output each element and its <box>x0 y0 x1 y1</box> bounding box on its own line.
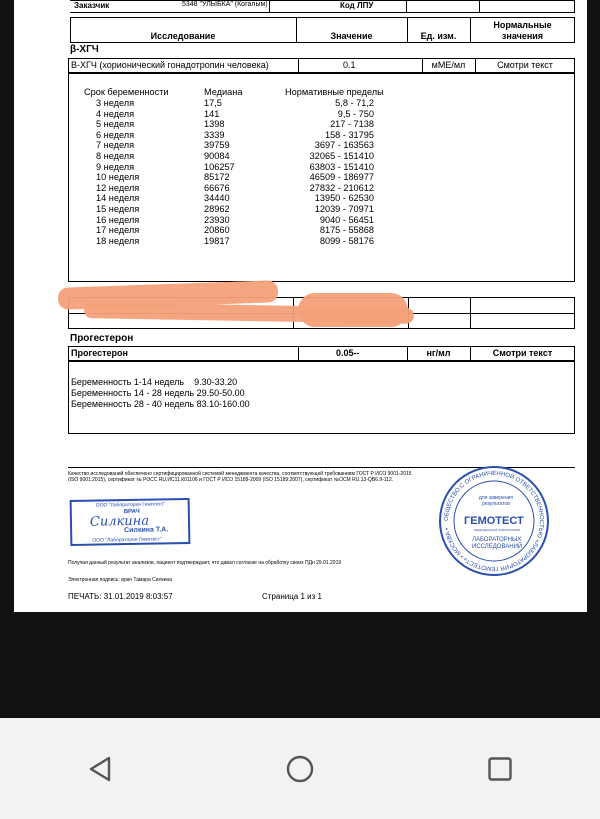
customer-value: 5348 "УЛЫБКА" (Когалым) <box>182 1 268 8</box>
progesterone-name: Прогестерон <box>71 348 128 358</box>
hcg-ref-range: 63803 - 151410 <box>309 161 374 172</box>
quality-statement: Качество исследований обеспечено сертифицированной системой менеджмента качества, соответствующей требованиям ГОСТ Р ИСО 9001-2015 (ISO 9001:2015), сертификат № РОСС RU.ИС11.К01106 и ГОСТ Р ИСО 15189-2009 (ISO 15189:2007), сертификат №ОСМ RU.13-QB6.9-112. <box>68 471 412 483</box>
col-normal-line1: Нормальные <box>493 20 552 30</box>
hcg-name: В-ХГЧ (хорионический гонадотропин человека) <box>71 60 269 70</box>
hcg-ref-week: 10 неделя <box>96 172 140 183</box>
hcg-ref-median: 23930 <box>204 214 230 225</box>
consent-statement: Получая данный результат анализов, пациент подтверждает, что давал согласие на обработку своих ПДн 29.01.2019 <box>68 560 342 566</box>
hcg-ref-week: 9 неделя <box>96 161 135 172</box>
lab-report-page: Заказчик 5348 "УЛЫБКА" (Когалым) Код ЛПУ Исследование Значение Ед. изм. Нормальные значения β-ХГЧ В-ХГЧ (хорионический гонадотропин человека) 0.1 мМЕ/мл Смотри текст Срок беременности Медиана Нормативные пределы 3 неделя 17,5 5,8 - 71,2 4 неделя 141 9,5 - 750 5 неделя 1398 217 - 7138 6 неделя 3339 158 - 31795 7 неделя 39759 3697 - 163563 8 неделя 90084 32065 - 151410 9 неделя 106257 63803 - 151410 10 неделя 85172 46509 - 186977 12 неделя 66676 27832 - 210612 14 неделя 34440 13950 - 62530 15 неделя 28962 12039 - 70971 16 неделя 23930 9040 - 56451 17 неделя 20860 8175 - 55868 18 неделя 19817 8099 - 58176 Прогестерон Прогестерон 0.05-- нг/мл Смотри текст Беременность 1-14 недель 9.30-33.20 Беременность 14 - 28 недель 29.50-50.00 Беременность 28 - 40 недель 83.10-160.00 Качество исследований обеспечено сертифицированной системой менеджмента качества, соответствующей требованиям ГОСТ Р ИСО 9001-2015 (ISO 9001:2015), сертификат № РОСС RU.ИС11.К01106 и ГОСТ Р ИСО 15189-2009 (ISO 15189:2007), сертификат №ОСМ RU.13-QB6.9-112. ООО "Лаборатория Гемотест" ВРАЧ Силкина Силкина Т.А. ООО "Лаборатория Гемотест" ОБЩЕСТВО С ОГРАНИЧЕННОЙ ОТВЕТСТВЕННОСТЬЮ «ЛАБОРАТОРИЯ ГЕМОТЕСТ» • МОСКВА • для заверения результатов ГЕМОТЕСТ МЕДИЦИНСКАЯ ЛАБОРАТОРИЯ ЛАБОРАТОРНЫХ ИССЛЕДОВАНИЙ Получая данный результат анализов, пациент подтверждает, что давал согласие на обработку своих ПДн 29.01.2019 Электронная подпись: врач Тамара Силкина ПЕЧАТЬ: 31.01.2019 8:03:57 Страница 1 из 1 <box>14 0 587 612</box>
hcg-ref-week: 12 неделя <box>96 182 140 193</box>
hcg-ref-range: 158 - 31795 <box>324 129 374 140</box>
hcg-ref-median: 39759 <box>204 140 230 151</box>
lpu-code-label: Код ЛПУ <box>340 1 374 10</box>
col-value: Значение <box>330 31 373 41</box>
recents-button[interactable] <box>470 739 530 799</box>
hcg-ref-range: 32065 - 151410 <box>309 151 374 161</box>
hcg-ref-range: 8175 - 55868 <box>319 225 374 236</box>
hcg-ref-median: 3339 <box>204 129 225 140</box>
hcg-ref-median: 1398 <box>204 119 225 130</box>
android-navbar <box>0 718 600 819</box>
print-timestamp: ПЕЧАТЬ: 31.01.2019 8:03:57 <box>68 592 173 601</box>
hcg-ref-week: 3 неделя <box>96 98 135 108</box>
hcg-ref-median: 141 <box>204 108 220 119</box>
col-unit: Ед. изм. <box>420 31 457 41</box>
hcg-ref-range: 13950 - 62530 <box>314 193 374 204</box>
e-signature: Электронная подпись: врач Тамара Силкина <box>68 577 173 583</box>
hcg-ref-median: 85172 <box>204 172 230 183</box>
hcg-ref-median: 20860 <box>204 225 230 236</box>
page-counter: Страница 1 из 1 <box>262 592 322 601</box>
back-button[interactable] <box>70 739 130 799</box>
progesterone-ref-line: Беременность 28 - 40 недель 83.10-160.00 <box>71 399 250 409</box>
hcg-ref-week: 4 неделя <box>96 108 135 119</box>
gemotest-logo: ГЕМОТЕСТ <box>464 515 524 527</box>
hcg-ref-range: 5,8 - 71,2 <box>335 98 374 108</box>
hcg-ref-median: 19817 <box>204 235 230 246</box>
hcg-ref-week: 17 неделя <box>96 225 140 236</box>
hcg-ref-range: 9,5 - 750 <box>337 108 374 119</box>
hcg-ref-week: 15 неделя <box>96 204 140 214</box>
col-study: Исследование <box>150 31 216 41</box>
hcg-ref-range: 8099 - 58176 <box>319 235 374 246</box>
hcg-ref-range: 27832 - 210612 <box>309 182 374 193</box>
hcg-ref-median: 66676 <box>204 182 230 193</box>
hcg-ref-week: 5 неделя <box>96 119 135 130</box>
progesterone-normal: Смотри текст <box>492 348 553 358</box>
hcg-ref-range: 9040 - 56451 <box>319 214 374 225</box>
progesterone-ref-line: Беременность 1-14 недель 9.30-33.20 <box>71 377 238 387</box>
hcg-ref-week: 16 неделя <box>96 214 140 225</box>
progesterone-ref-line: Беременность 14 - 28 недель 29.50-50.00 <box>71 388 245 398</box>
section-title-hcg: β-ХГЧ <box>70 44 99 55</box>
hcg-ref-median: 90084 <box>204 151 230 161</box>
hcg-ref-week: 8 неделя <box>96 151 135 161</box>
progesterone-unit: нг/мл <box>426 348 451 358</box>
section-title-progesterone: Прогестерон <box>70 333 134 344</box>
svg-text:ОБЩЕСТВО С ОГРАНИЧЕННОЙ ОТВЕТС: ОБЩЕСТВО С ОГРАНИЧЕННОЙ ОТВЕТСТВЕННОСТЬЮ «ЛАБОРАТОРИЯ ГЕМОТЕСТ» • МОСКВА • <box>443 470 545 572</box>
background-gap <box>0 612 600 718</box>
round-stamp: ОБЩЕСТВО С ОГРАНИЧЕННОЙ ОТВЕТСТВЕННОСТЬЮ «ЛАБОРАТОРИЯ ГЕМОТЕСТ» • МОСКВА • для заверения результатов ГЕМОТЕСТ МЕДИЦИНСКАЯ ЛАБОРАТОРИЯ ЛАБОРАТОРНЫХ ИССЛЕДОВАНИЙ <box>438 465 550 577</box>
hcg-ref-range: 46509 - 186977 <box>309 172 374 183</box>
progesterone-value: 0.05-- <box>336 348 360 358</box>
redaction-mark-3 <box>298 293 408 327</box>
hcg-ref-median: 17,5 <box>204 98 222 108</box>
doctor-stamp: ООО "Лаборатория Гемотест" ВРАЧ Силкина Силкина Т.А. ООО "Лаборатория Гемотест" <box>70 498 191 546</box>
back-triangle-icon <box>87 755 113 783</box>
doctor-signature: Силкина <box>89 513 150 530</box>
hcg-ref-median: 34440 <box>204 193 230 204</box>
hcg-ref-median: 106257 <box>204 161 235 172</box>
header-top-line <box>70 0 575 1</box>
hcg-unit: мМЕ/мл <box>431 60 466 70</box>
home-circle-icon <box>285 754 315 784</box>
col-normal-line2: значения <box>501 31 544 41</box>
home-button[interactable] <box>270 739 330 799</box>
hcg-ref-week: 7 неделя <box>96 140 135 151</box>
hcg-ref-week: 6 неделя <box>96 129 135 140</box>
hcg-value: 0.1 <box>343 60 356 70</box>
recents-square-icon <box>487 756 513 782</box>
hcg-ref-week: 14 неделя <box>96 193 140 204</box>
customer-label: Заказчик <box>74 1 110 10</box>
hcg-ref-range: 12039 - 70971 <box>314 204 374 214</box>
hcg-normal: Смотри текст <box>497 60 553 70</box>
hcg-ref-median: 28962 <box>204 204 230 214</box>
hcg-ref-range: 217 - 7138 <box>330 119 374 130</box>
hcg-ref-range: 3697 - 163563 <box>314 140 374 151</box>
hcg-ref-week: 18 неделя <box>96 235 140 246</box>
